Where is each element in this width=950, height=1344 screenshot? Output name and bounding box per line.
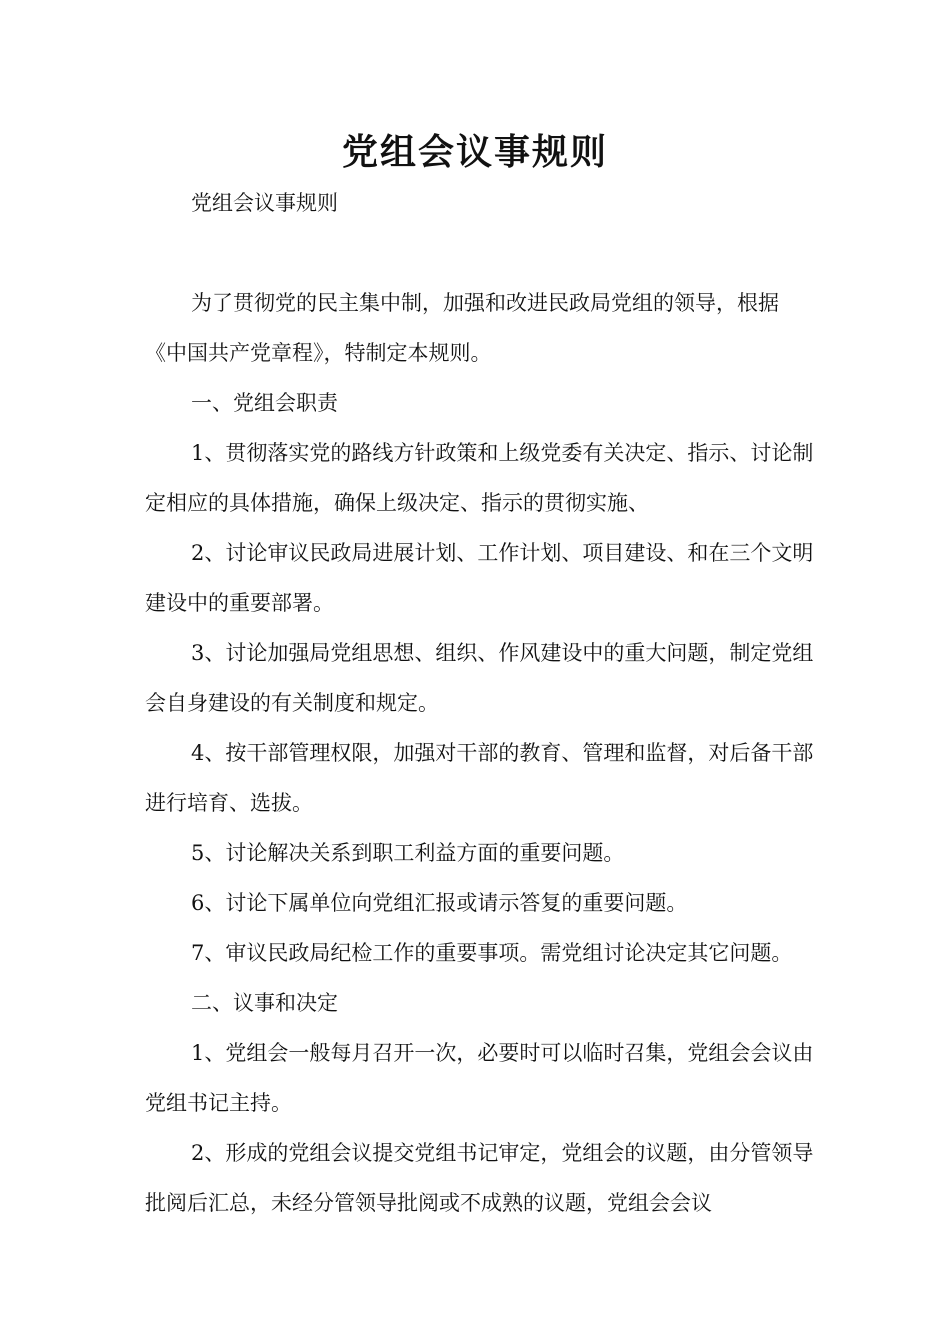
- duty-item-5: 5、讨论解决关系到职工利益方面的重要问题。: [191, 841, 625, 865]
- duty-item-6: 6、讨论下属单位向党组汇报或请示答复的重要问题。: [191, 891, 688, 915]
- subtitle-paragraph: 党组会议事规则: [191, 191, 338, 215]
- duty-item-7: 7、审议民政局纪检工作的重要事项。需党组讨论决定其它问题。: [191, 941, 793, 965]
- duty-item-3: 3、讨论加强局党组思想、组织、作风建设中的重大问题，制定党组会自身建设的有关制度和规定。: [145, 641, 814, 715]
- page-title: 党组会议事规则: [341, 132, 608, 173]
- section-heading-procedure: 二、议事和决定: [191, 991, 338, 1015]
- blank-line: [145, 228, 815, 278]
- document-body: [145, 178, 815, 1228]
- duty-item-2: 2、讨论审议民政局进展计划、工作计划、项目建设、和在三个文明建设中的重要部署。: [145, 541, 814, 615]
- procedure-item-2: 2、形成的党组会议提交党组书记审定，党组会的议题，由分管领导批阅后汇总，未经分管领导批阅或不成熟的议题，党组会会议: [145, 1141, 814, 1215]
- procedure-item-1: 1、党组会一般每月召开一次，必要时可以临时召集，党组会会议由党组书记主持。: [145, 1041, 814, 1115]
- duty-item-4: 4、按干部管理权限，加强对干部的教育、管理和监督，对后备干部进行培育、选拔。: [145, 741, 814, 815]
- section-heading-duties: 一、党组会职责: [191, 391, 338, 415]
- intro-paragraph: 为了贯彻党的民主集中制，加强和改进民政局党组的领导，根据《中国共产党章程》，特制定本规则。: [145, 291, 779, 365]
- duty-item-1: 1、贯彻落实党的路线方针政策和上级党委有关决定、指示、讨论制定相应的具体措施，确保上级决定、指示的贯彻实施、: [145, 441, 814, 515]
